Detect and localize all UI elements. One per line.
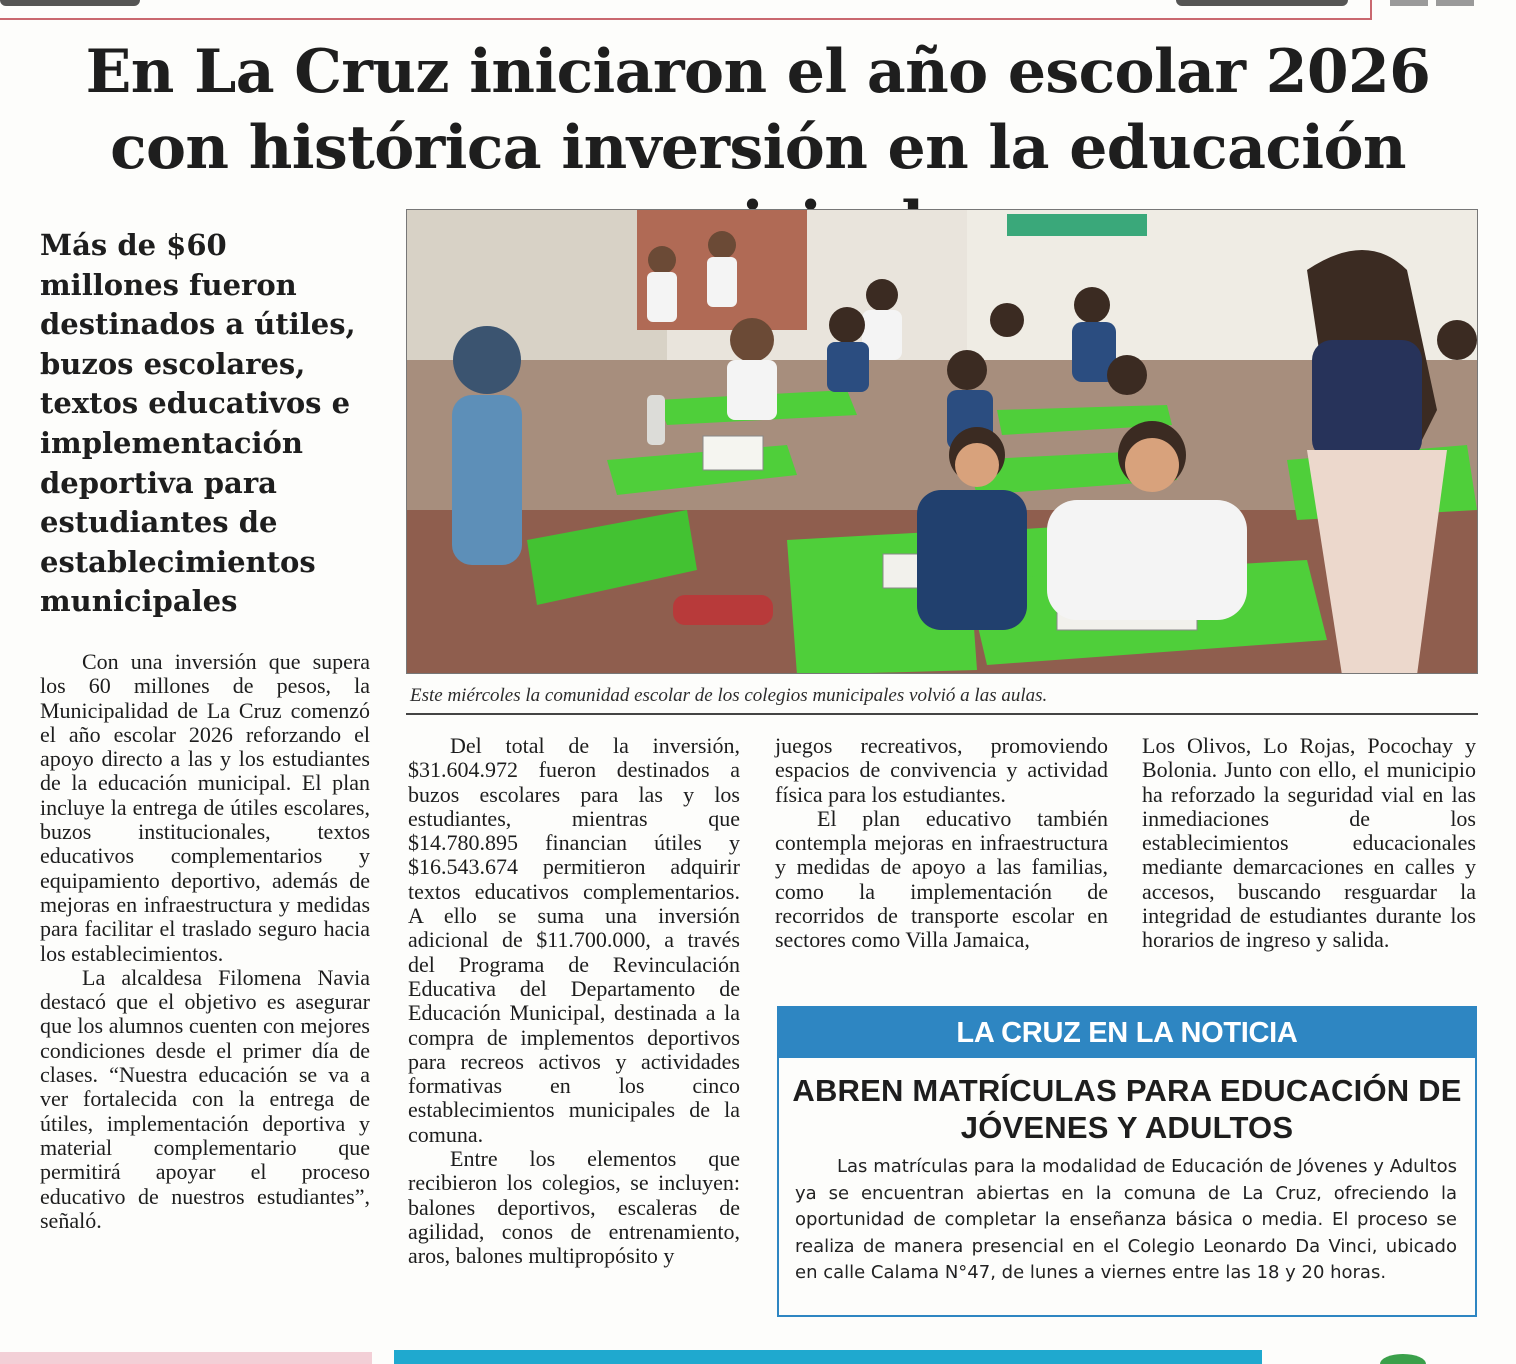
classroom-illustration: [407, 210, 1478, 674]
paragraph: La alcaldesa Filomena Navia destacó que el objetivo es asegurar que los alumnos cuenten con mejores condiciones desde el primer día de clases. “Nuestra educación se va a ver fortalecida con la entrega de útiles, implementación deportiva y material complementario que permitirá apoyar el proceso educativo de nuestros estudiantes”, señaló.: [40, 964, 370, 1233]
bottom-cyan-strip: [394, 1350, 1262, 1364]
headline: En La Cruz iniciaron el año escolar 2026 con histórica inversión en la educación: [85, 37, 1431, 183]
news-box-paragraph: Las matrículas para la modalidad de Educación de Jóvenes y Adultos ya se encuentran abiertas en la comuna de La Cruz, ofreciendo la oportunidad de completar la enseñanza básica o media. El proceso se realiza de manera presencial en el Colegio Leonardo Da Vinci, ubicado en calle Calama N°47, de lunes a viernes entre las 18 y 20 horas.: [795, 1156, 1457, 1283]
subhead: Más de $60 millones fueron destinados a útiles, buzos escolares, textos educativos e implementación deportiva para estudiantes de establecimientos municipales: [40, 228, 356, 619]
bottom-green-mark: [1380, 1354, 1426, 1364]
article-column-3: [775, 734, 1108, 953]
news-box-section-title: LA CRUZ EN LA NOTICIA: [779, 1008, 1475, 1058]
top-divider: [1370, 0, 1372, 20]
caption-rule: [406, 713, 1478, 715]
news-box-title: ABREN MATRÍCULAS PARA EDUCACIÓN DE JÓVENES Y ADULTOS: [792, 1073, 1462, 1145]
paragraph: Los Olivos, Lo Rojas, Pocochay y Bolonia. Junto con ello, el municipio ha reforzado la seguridad vial en las inmediaciones de los establecimientos educacionales mediante demarcaciones en calles y accesos, buscando resguardar la integridad de estudiantes durante los horarios de ingreso y salida.: [1142, 733, 1476, 953]
top-cropped-header-right: [1176, 0, 1348, 6]
article-column-2: [408, 734, 740, 1269]
paragraph: Con una inversión que supera los 60 millones de pesos, la Municipalidad de La Cruz comenzó el año escolar 2026 reforzando el apoyo directo a las y los estudiantes de la educación municipal. El plan incluye la entrega de útiles escolares, buzos institucionales, textos educativos complementarios y equipamiento deportivo, además de mejoras en infraestructura y medidas para facilitar el traslado seguro hacia los establecimientos.: [40, 649, 370, 966]
news-box: [777, 1006, 1477, 1317]
paragraph: Entre los elementos que recibieron los colegios, se incluyen: balones deportivos, escaleras de agilidad, conos de entrenamiento, aros, balones multipropósito y: [408, 1146, 740, 1269]
top-box-left: [1390, 0, 1428, 6]
top-box-right: [1436, 0, 1474, 6]
classroom-photo: [406, 209, 1478, 674]
photo-caption: Este miércoles la comunidad escolar de los colegios municipales volvió a las aulas.: [410, 685, 1048, 706]
paragraph: Del total de la inversión, $31.604.972 fueron destinados a buzos escolares para las y los estudiantes, mientras que $14.780.895 financian útiles y $16.543.674 permitieron adquirir textos educativos complementarios. A ello se suma una inversión adicional de $11.700.000, a través del Programa de Revinculación Educativa del Departamento de Educación Municipal, destinada a la compra de implementos deportivos para recreos activos y actividades formativas en los cinco establecimientos municipales de la comuna.: [408, 733, 740, 1147]
paragraph: El plan educativo también contempla mejoras en infraestructura y medidas de apoyo a las familias, como la implementación de recorridos de transporte escolar en sectores como Villa Jamaica,: [775, 805, 1108, 953]
top-cropped-header-left: [0, 0, 140, 6]
bottom-pink-strip: [0, 1352, 372, 1364]
top-rule: [0, 18, 1370, 20]
article-column-4: [1142, 734, 1476, 953]
paragraph: juegos recreativos, promoviendo espacios de convivencia y actividad física para los estudiantes.: [775, 733, 1108, 807]
article-column-1: [40, 650, 370, 1233]
news-box-body: [795, 1154, 1457, 1287]
